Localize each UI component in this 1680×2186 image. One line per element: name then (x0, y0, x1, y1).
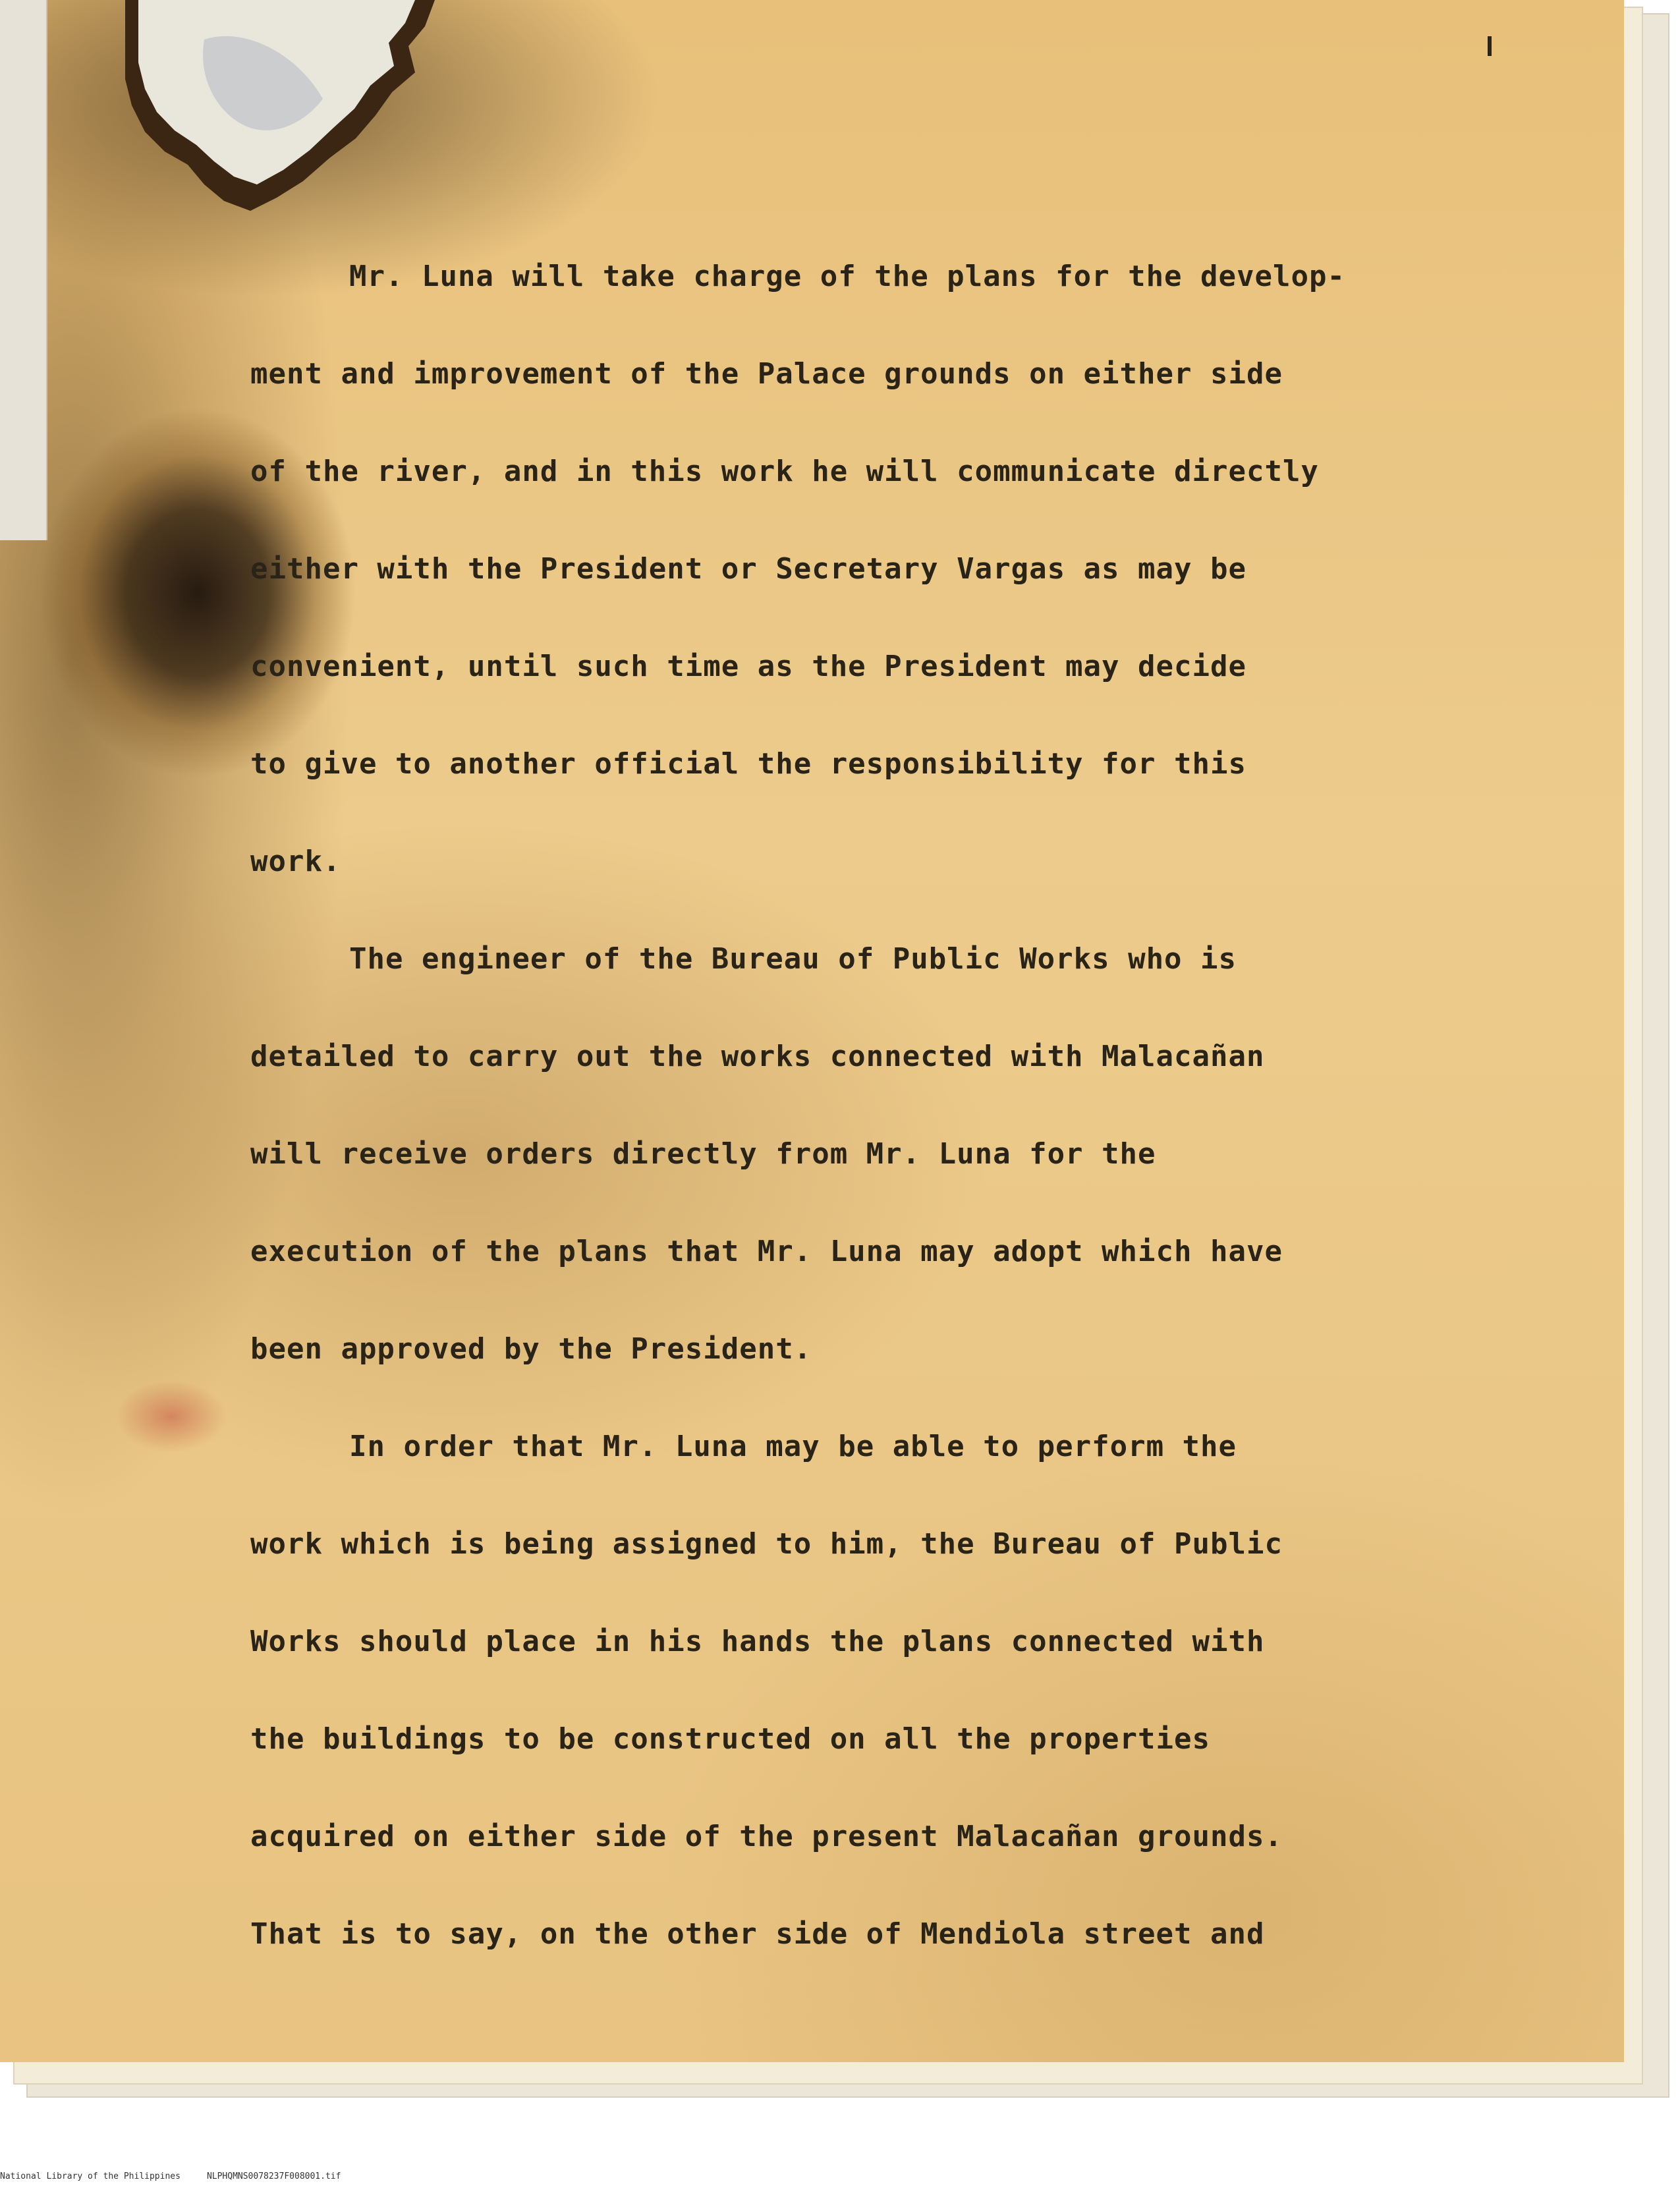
text-line: The engineer of the Bureau of Public Works who is (349, 942, 1237, 976)
paragraph (250, 936, 1502, 1424)
text-line: work which is being assigned to him, the Bureau of Public (250, 1527, 1283, 1561)
text-line: In order that Mr. Luna may be able to perform the (349, 1430, 1237, 1463)
burn-hole-icon (125, 0, 435, 217)
scan-footer (0, 2172, 461, 2181)
text-line: acquired on either side of the present Malacañan grounds. (250, 1820, 1283, 1853)
paragraph (250, 254, 1502, 936)
footer-source: National Library of the Philippines (0, 2172, 181, 2181)
text-line: ment and improvement of the Palace grounds on either side (250, 357, 1283, 391)
text-line: work. (250, 845, 341, 878)
red-stain (115, 1380, 227, 1453)
text-line: of the river, and in this work he will communicate directly (250, 455, 1319, 488)
text-line: will receive orders directly from Mr. Luna for the (250, 1137, 1156, 1171)
text-line: execution of the plans that Mr. Luna may adopt which have (250, 1235, 1283, 1268)
text-line: convenient, until such time as the President may decide (250, 650, 1246, 683)
text-line: That is to say, on the other side of Mendiola street and (250, 1917, 1265, 1951)
text-line: to give to another official the responsibility for this (250, 747, 1246, 781)
text-line: Works should place in his hands the plans connected with (250, 1625, 1265, 1658)
text-line: detailed to carry out the works connected with Malacañan (250, 1040, 1265, 1073)
text-line: been approved by the President. (250, 1332, 812, 1366)
paragraph (250, 1424, 1502, 2009)
attached-paper-tab (0, 0, 47, 540)
footer-filename: NLPHQMNS0078237F008001.tif (206, 2172, 341, 2181)
typed-text (250, 254, 1502, 2009)
text-line: the buildings to be constructed on all the properties (250, 1722, 1210, 1756)
corner-mark (1488, 36, 1492, 56)
text-line: Mr. Luna will take charge of the plans for the develop- (349, 260, 1345, 293)
text-line: either with the President or Secretary Vargas as may be (250, 552, 1246, 586)
